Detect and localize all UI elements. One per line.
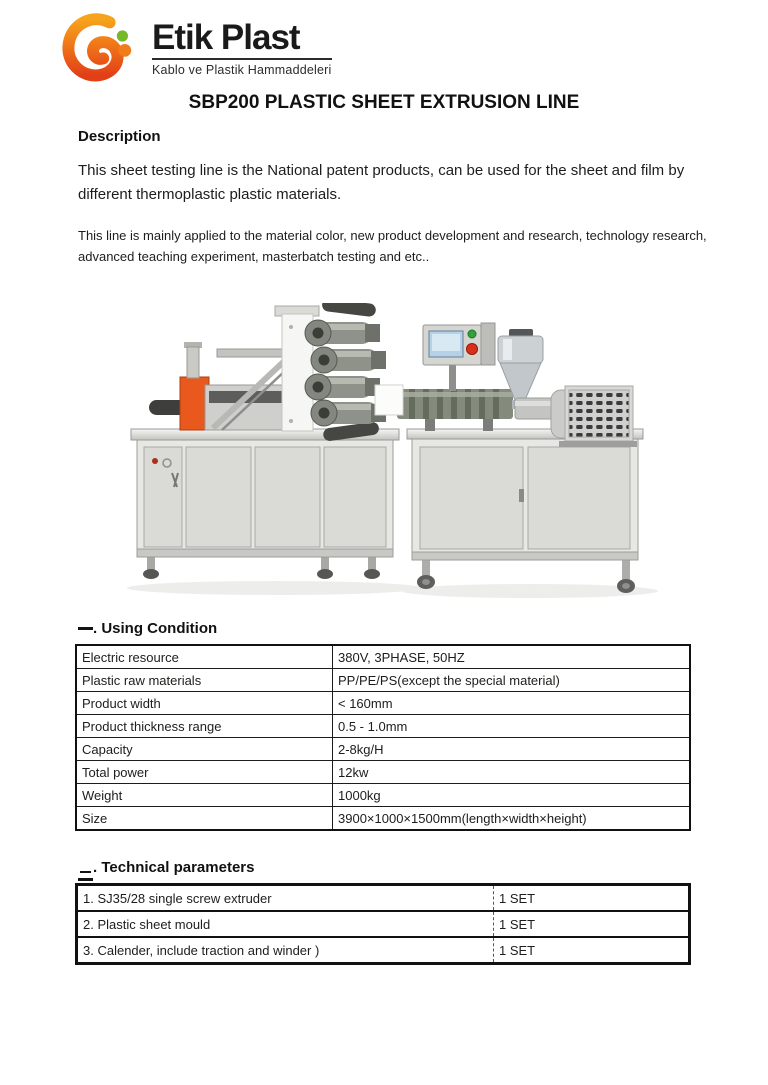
using-condition-heading-text: . Using Condition [93, 620, 218, 637]
cjk-numeral-one-icon [78, 627, 93, 630]
technical-parameters-heading-text: . Technical parameters [93, 859, 255, 876]
table-row [76, 807, 690, 831]
spec-label: Electric resource [76, 645, 333, 669]
using-condition-table [75, 644, 691, 831]
logo-swirl-icon [56, 12, 144, 84]
table-row [76, 761, 690, 784]
component-label: 1. SJ35/28 single screw extruder [83, 890, 272, 906]
table-row [76, 669, 690, 692]
technical-parameters-table [75, 883, 691, 965]
spec-label: Total power [76, 761, 333, 784]
spec-value: 12kw [333, 761, 691, 784]
spec-value: PP/PE/PS(except the special material) [333, 669, 691, 692]
table-row [77, 911, 690, 937]
logo-tagline: Kablo ve Plastik Hammaddeleri [152, 58, 332, 77]
logo [56, 12, 332, 84]
green-button [468, 330, 476, 338]
description-paragraph-1: This sheet testing line is the National patent products, can be used for the sheet and film by different thermoplastic plastic materials. [78, 162, 685, 203]
table-row [76, 784, 690, 807]
description-paragraph-2: This line is mainly applied to the material color, new product development and research, technology research, advanced teaching experiment, masterbatch testing and etc.. [78, 228, 707, 264]
extruder-unit [397, 323, 643, 593]
table-row [77, 937, 690, 964]
logo-brand-text: Etik Plast [152, 18, 300, 57]
spec-label: Capacity [76, 738, 333, 761]
spec-label: Weight [76, 784, 333, 807]
spec-value: 3900×1000×1500mm(length×width×height) [333, 807, 691, 831]
motor-cover [551, 386, 637, 447]
component-label: 2. Plastic sheet mould [77, 911, 494, 937]
spec-label: Product width [76, 692, 333, 715]
component-quantity: 1 SET [494, 911, 690, 937]
section-heading-technical-parameters [78, 859, 254, 881]
component-quantity: 1 SET [494, 937, 690, 964]
spec-value: < 160mm [333, 692, 691, 715]
spec-label: Size [76, 807, 333, 831]
spec-value: 1000kg [333, 784, 691, 807]
logo-text [152, 20, 332, 77]
control-panel [423, 323, 495, 391]
cjk-numeral-two-icon [78, 871, 93, 881]
spec-label: Plastic raw materials [76, 669, 333, 692]
winder-calender-unit [131, 303, 403, 579]
logo-orange-dot [118, 44, 131, 57]
spec-value: 380V, 3PHASE, 50HZ [333, 645, 691, 669]
spec-label: Product thickness range [76, 715, 333, 738]
spec-value: 0.5 - 1.0mm [333, 715, 691, 738]
description-heading: Description [78, 128, 161, 145]
calender-stack [275, 303, 386, 442]
section-heading-using-condition [78, 620, 217, 637]
machine-photo [125, 303, 660, 600]
table-row [76, 738, 690, 761]
page-title: SBP200 PLASTIC SHEET EXTRUSION LINE [188, 92, 580, 113]
emergency-stop-button [467, 344, 478, 355]
logo-green-dot [117, 30, 128, 41]
table-row [76, 692, 690, 715]
spec-value: 2-8kg/H [333, 738, 691, 761]
table-row [77, 885, 690, 912]
component-label: 3. Calender, include traction and winder ) [77, 937, 494, 964]
component-quantity: 1 SET [494, 885, 690, 912]
table-row [76, 645, 690, 669]
table-row [76, 715, 690, 738]
